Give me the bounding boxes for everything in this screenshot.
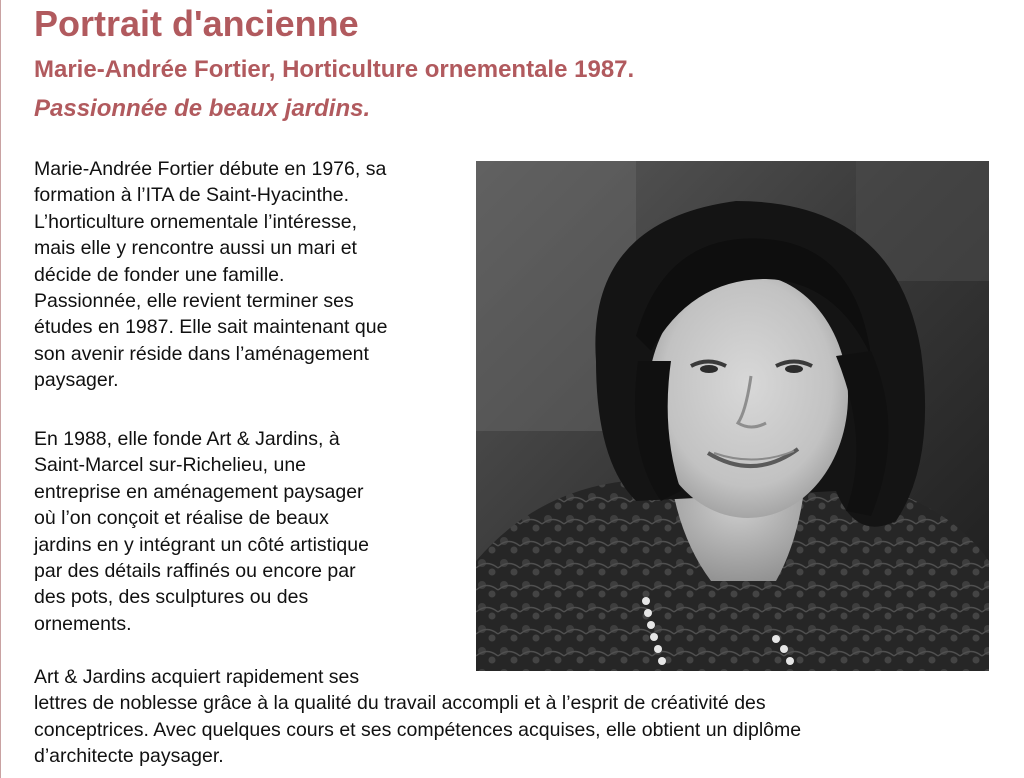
paragraph-1-line: études en 1987. Elle sait maintenant que: [34, 316, 388, 339]
paragraph-2-line: ornements.: [34, 612, 132, 635]
paragraph-1-line: paysager.: [34, 369, 119, 392]
paragraph-2-line: des pots, des sculptures ou des: [34, 586, 309, 609]
paragraph-2-line: entreprise en aménagement paysager: [34, 480, 364, 503]
paragraph-1: [34, 156, 387, 394]
page-title: Portrait d'ancienne: [34, 3, 359, 44]
paragraph-1-line: mais elle y rencontre aussi un mari et: [34, 237, 357, 260]
page-tagline: Passionnée de beaux jardins.: [34, 95, 371, 122]
paragraph-3-line: d’architecte paysager.: [34, 745, 224, 768]
paragraph-2-line: jardins en y intégrant un côté artistique: [34, 533, 369, 556]
paragraph-3: [34, 664, 801, 770]
paragraph-1-line: L’horticulture ornementale l’intéresse,: [34, 210, 358, 233]
paragraph-1-line: décide de fonder une famille.: [34, 263, 285, 286]
paragraph-3-line: Art & Jardins acquiert rapidement ses: [34, 666, 360, 688]
portrait-photo: [476, 161, 989, 671]
paragraph-2-line: En 1988, elle fonde Art & Jardins, à: [34, 428, 340, 450]
paragraph-2: [34, 426, 369, 637]
paragraph-3-line: conceptrices. Avec quelques cours et ses compétences acquises, elle obtient un diplôme: [34, 718, 802, 741]
paragraph-2-line: Saint-Marcel sur-Richelieu, une: [34, 454, 307, 477]
paragraph-1-line: Passionnée, elle revient terminer ses: [34, 290, 354, 313]
paragraph-1-line: formation à l’ITA de Saint-Hyacinthe.: [34, 184, 350, 207]
page-subtitle: Marie-Andrée Fortier, Horticulture ornementale 1987.: [34, 56, 635, 83]
portrait-illustration: [476, 161, 989, 671]
paragraph-2-line: par des détails raffinés ou encore par: [34, 560, 356, 583]
paragraph-1-line: son avenir réside dans l’aménagement: [34, 342, 369, 365]
paragraph-3-line: lettres de noblesse grâce à la qualité du travail accompli et à l’esprit de créativité des: [34, 692, 766, 715]
paragraph-1-line: Marie-Andrée Fortier débute en 1976, sa: [34, 158, 387, 180]
paragraph-2-line: où l’on conçoit et réalise de beaux: [34, 507, 329, 530]
